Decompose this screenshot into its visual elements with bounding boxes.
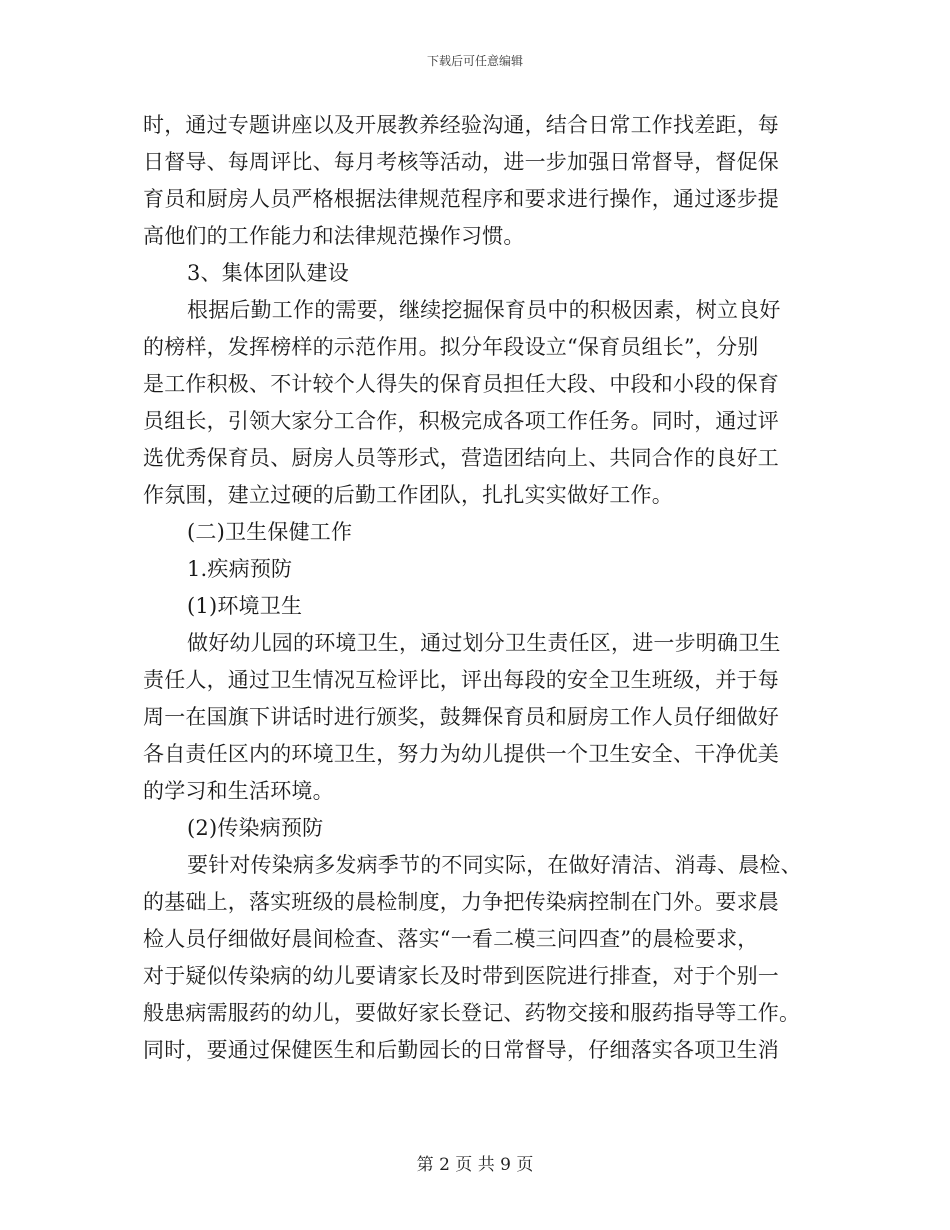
page-header: 下载后可任意编辑: [426, 54, 523, 68]
text-line: 般患病需服药的幼儿，要做好家长登记、药物交接和服药指导等工作。: [143, 1001, 801, 1025]
text-line: 要针对传染病多发病季节的不同实际，在做好清洁、消毒、晨检、: [187, 853, 802, 877]
section-heading: 1.疾病预防: [187, 557, 293, 581]
text-line: 作氛围，建立过硬的后勤工作团队，扎扎实实做好工作。: [143, 483, 673, 507]
text-line: 员组长，引领大家分工合作，积极完成各项工作任务。同时，通过评: [143, 409, 779, 433]
document-body: [143, 107, 811, 1069]
text-line: 时，通过专题讲座以及开展教养经验沟通，结合日常工作找差距，每: [143, 113, 779, 137]
text-line: 的榜样，发挥榜样的示范作用。拟分年段设立“保育员组长”，分别: [143, 335, 759, 359]
text-line: 周一在国旗下讲话时进行颁奖，鼓舞保育员和厨房工作人员仔细做好: [143, 705, 779, 729]
text-line: 的学习和生活环境。: [143, 779, 334, 803]
section-heading: 3、集体团队建设: [187, 261, 349, 285]
section-heading: (二)卫生保健工作: [187, 520, 353, 544]
page-number: 第 2 页 共 9 页: [416, 1155, 534, 1175]
text-line: 责任人，通过卫生情况互检评比，评出每段的安全卫生班级，并于每: [143, 668, 779, 692]
text-line: 检人员仔细做好晨间检查、落实“一看二模三问四查”的晨检要求，: [143, 927, 759, 951]
text-line: 做好幼儿园的环境卫生，通过划分卫生责任区，进一步明确卫生: [187, 631, 781, 655]
text-line: 对于疑似传染病的幼儿要请家长及时带到医院进行排查，对于个别一: [143, 964, 779, 988]
text-line: 日督导、每周评比、每月考核等活动，进一步加强日常督导，督促保: [143, 150, 779, 174]
text-line: 各自责任区内的环境卫生，努力为幼儿提供一个卫生安全、干净优美: [143, 742, 779, 766]
text-line: 是工作积极、不计较个人得失的保育员担任大段、中段和小段的保育: [143, 372, 779, 396]
section-heading: (1)环境卫生: [187, 594, 303, 618]
text-line: 育员和厨房人员严格根据法律规范程序和要求进行操作，通过逐步提: [143, 187, 779, 211]
text-line: 的基础上，落实班级的晨检制度，力争把传染病控制在门外。要求晨: [143, 890, 779, 914]
text-line: 选优秀保育员、厨房人员等形式，营造团结向上、共同合作的良好工: [143, 446, 779, 470]
section-heading: (2)传染病预防: [187, 816, 324, 840]
text-line: 同时，要通过保健医生和后勤园长的日常督导，仔细落实各项卫生消: [143, 1038, 779, 1062]
text-line: 根据后勤工作的需要，继续挖掘保育员中的积极因素，树立良好: [187, 298, 781, 322]
text-line: 高他们的工作能力和法律规范操作习惯。: [143, 224, 525, 248]
